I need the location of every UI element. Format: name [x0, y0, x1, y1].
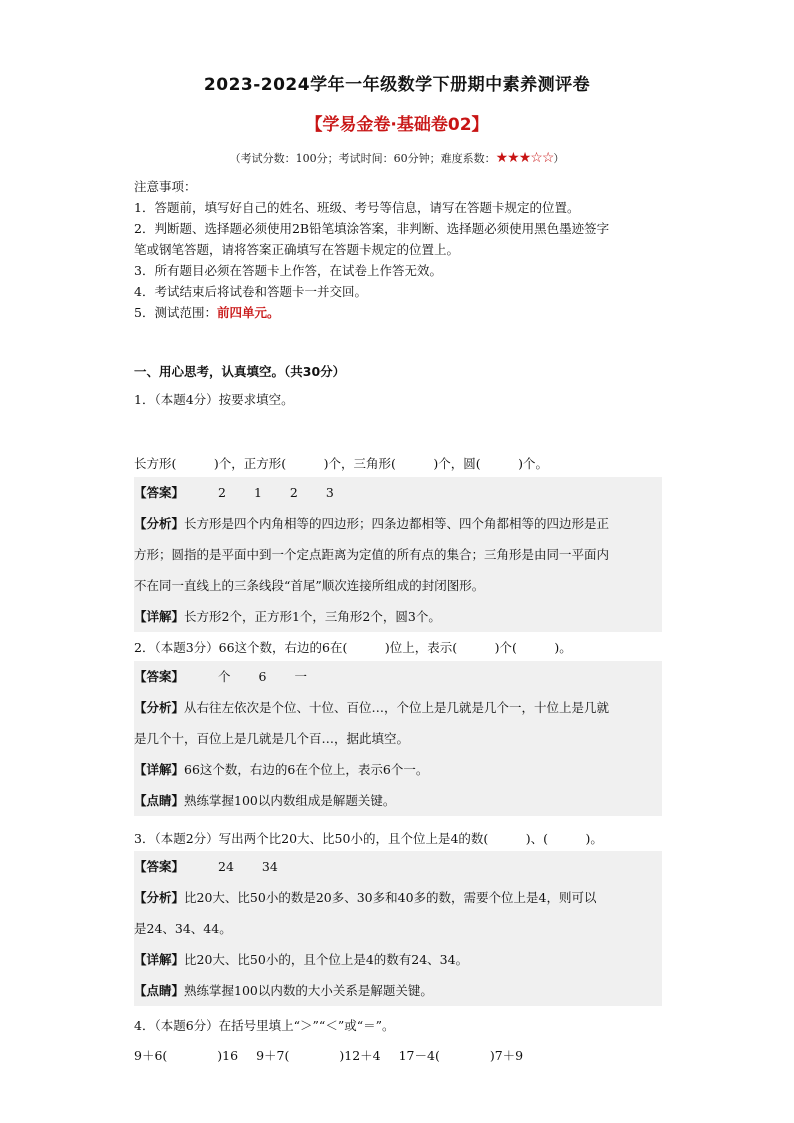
q1-answer-row [134, 477, 662, 508]
q3-analysis-row: 是24、34、44。 [134, 921, 232, 936]
q2-answer: 个 [218, 669, 231, 684]
q4-item: 17－4( )7＋9 [398, 1048, 524, 1063]
q1-analysis-line: 长方形是四个内角相等的四边形；四条边都相等、四个角都相等的四边形是正 [184, 516, 610, 531]
q1-answer: 2 [289, 485, 298, 500]
meta-suffix: ） [553, 152, 565, 165]
q2-point-row [134, 785, 662, 816]
q1-stem: 1．（本题4分）按要求填空。 [134, 392, 294, 407]
q4-item: 9＋7( )12＋4 [256, 1048, 381, 1063]
analysis-tag: 【分析】 [134, 890, 185, 905]
q2-answer: 一 [294, 669, 307, 684]
point-tag: 【点睛】 [134, 793, 185, 808]
notes-item: 2．判断题、选择题必须使用2B铅笔填涂答案，非判断、选择题必须使用黑色墨迹签字 [134, 221, 610, 236]
q3-answer: 24 [218, 859, 234, 874]
q2-answer-row [134, 661, 662, 692]
q2-detail-row [134, 754, 662, 785]
notes-item: 3．所有题目必须在答题卡上作答，在试卷上作答无效。 [134, 263, 442, 278]
q2-detail: 66这个数，右边的6在个位上，表示6个一。 [184, 762, 429, 777]
difficulty-stars-icon [496, 150, 554, 166]
notes-heading: 注意事项： [134, 179, 197, 194]
q1-detail: 长方形2个，正方形1个，三角形2个，圆3个。 [184, 609, 441, 624]
notes-item: 4．考试结束后将试卷和答题卡一并交回。 [134, 284, 367, 299]
q2-analysis-row [134, 692, 662, 723]
point-tag: 【点睛】 [134, 983, 185, 998]
q4-item: 9＋6( )16 [134, 1048, 239, 1063]
q2-analysis-row: 是几个十，百位上是几就是几个百…，据此填空。 [134, 731, 410, 746]
exam-title: 2023-2024学年一年级数学下册期中素养测评卷 [203, 75, 591, 95]
answer-tag: 【答案】 [134, 485, 185, 500]
detail-tag: 【详解】 [134, 952, 185, 967]
q1-analysis-row: 不在同一直线上的三条线段“首尾”顺次连接所组成的封闭图形。 [134, 578, 485, 593]
q3-analysis-row [134, 882, 662, 913]
q1-answer: 1 [253, 485, 262, 500]
q2-solution-box [134, 661, 662, 816]
notes-item: 笔或钢笔答题，请将答案正确填写在答题卡规定的位置上。 [134, 242, 460, 257]
exam-meta [0, 150, 794, 166]
answer-tag: 【答案】 [134, 669, 185, 684]
exam-subtitle: 【学易金卷·基础卷02】 [305, 115, 489, 135]
q3-point-row [134, 975, 662, 1006]
detail-tag: 【详解】 [134, 609, 185, 624]
notes-item: 1．答题前，填写好自己的姓名、班级、考号等信息，请写在答题卡规定的位置。 [134, 200, 580, 215]
q3-detail: 比20大、比50小的，且个位上是4的数有24、34。 [184, 952, 469, 967]
detail-tag: 【详解】 [134, 762, 185, 777]
section1-title: 一、用心思考，认真填空。（共30分） [134, 364, 346, 379]
meta-prefix: （考试分数：100分；考试时间：60分钟；难度系数： [229, 152, 496, 165]
q1-analysis-row: 方形；圆指的是平面中到一个定点距离为定值的所有点的集合；三角形是由同一平面内 [134, 547, 610, 562]
q1-answer: 2 [218, 485, 226, 500]
q3-detail-row [134, 944, 662, 975]
q1-answer: 3 [325, 485, 334, 500]
analysis-tag: 【分析】 [134, 700, 185, 715]
q2-stem: 2．（本题3分）66这个数，右边的6在( )位上，表示( )个( )。 [134, 640, 572, 655]
q3-stem: 3．（本题2分）写出两个比20大、比50小的，且个位上是4的数( )、( )。 [134, 831, 603, 846]
analysis-tag: 【分析】 [134, 516, 185, 531]
scope-label: 5．测试范围： [134, 305, 217, 320]
notes-block [134, 176, 674, 323]
q1-detail-row [134, 601, 662, 632]
q1-solution-box [134, 477, 662, 632]
q3-solution-box [134, 851, 662, 1006]
q3-answer: 34 [261, 859, 278, 874]
q2-analysis-line: 从右往左依次是个位、十位、百位…，个位上是几就是几个一，十位上是几就 [184, 700, 610, 715]
scope-value: 前四单元。 [216, 305, 280, 320]
q1-analysis-row [134, 508, 662, 539]
empty-stars: ☆☆ [530, 150, 554, 166]
q4-items [134, 1046, 523, 1064]
notes-scope [134, 302, 674, 323]
q3-point: 熟练掌握100以内数的大小关系是解题关键。 [184, 983, 433, 998]
q3-analysis-line: 比20大、比50小的数是20多、30多和40多的数，需要个位上是4，则可以 [184, 890, 597, 905]
q4-stem: 4．（本题6分）在括号里填上“＞”“＜”或“＝”。 [134, 1018, 395, 1033]
filled-stars: ★★★ [495, 150, 531, 166]
q3-answer-row [134, 851, 662, 882]
q2-point: 熟练掌握100以内数组成是解题关键。 [184, 793, 396, 808]
q2-answer: 6 [258, 669, 267, 684]
q1-fill: 长方形( )个，正方形( )个，三角形( )个，圆( )个。 [134, 456, 549, 471]
answer-tag: 【答案】 [134, 859, 185, 874]
